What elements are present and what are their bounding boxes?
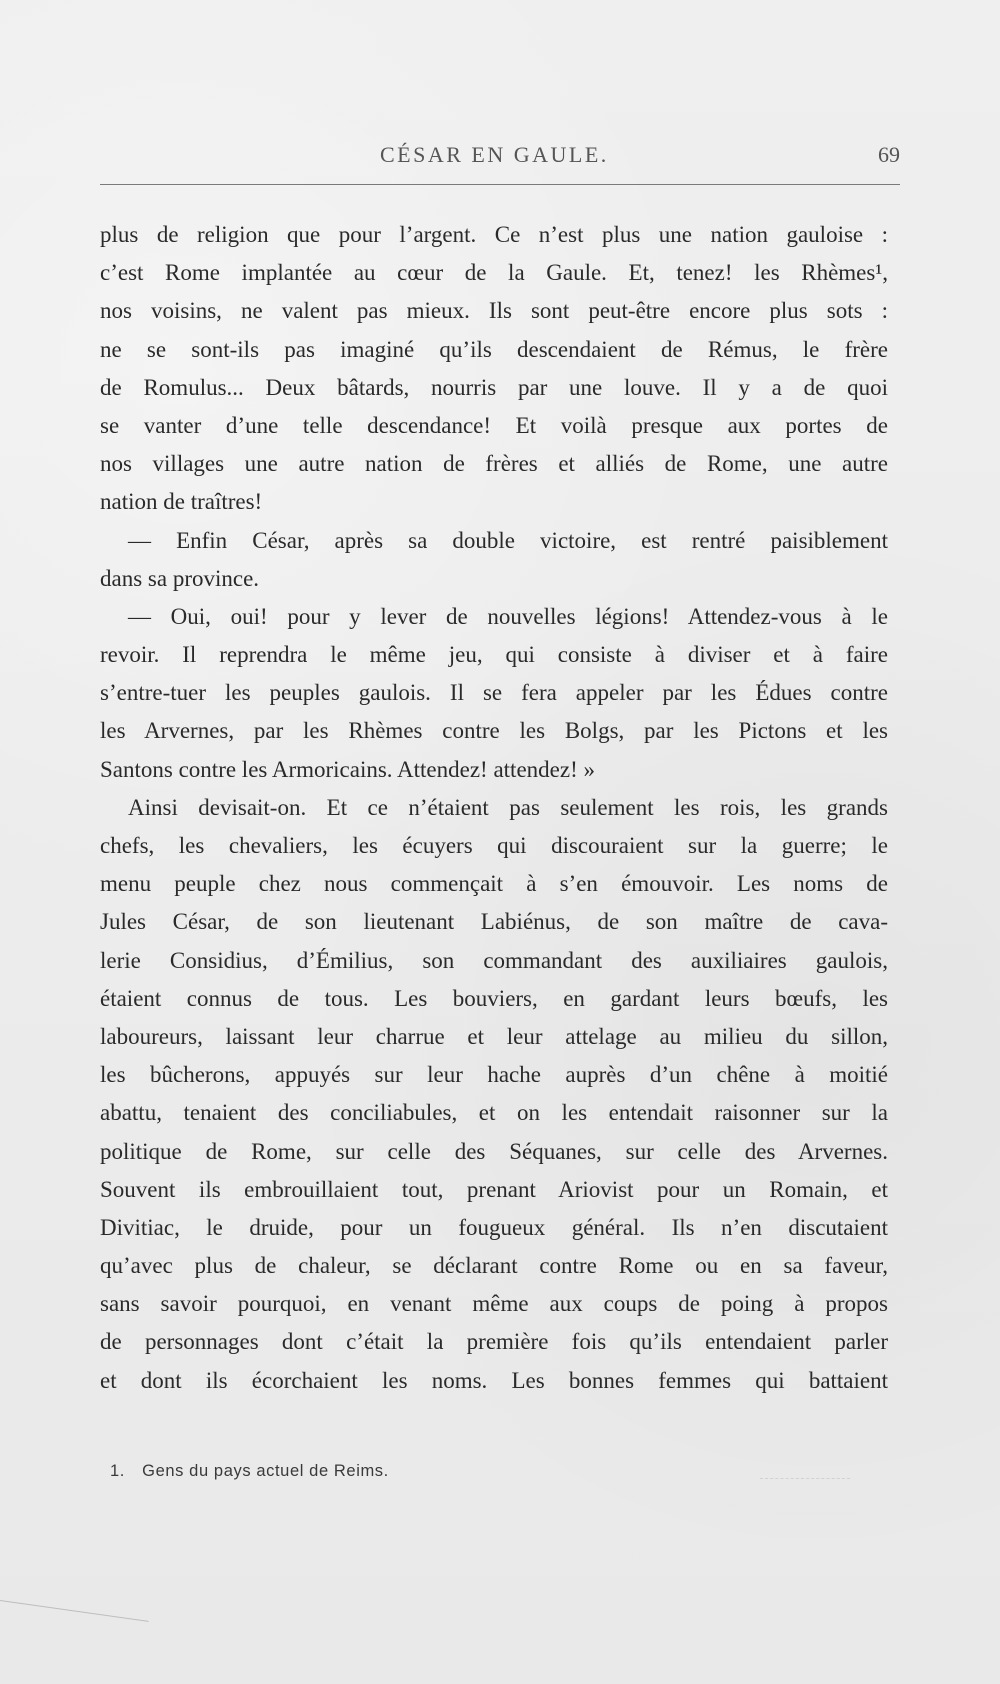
text-line: lerie Considius, d’Émilius, son commandant des auxiliaires gaulois, bbox=[100, 947, 888, 973]
text-line: de personnages dont c’était la première fois qu’ils entendaient parler bbox=[100, 1329, 888, 1355]
paper-mark bbox=[0, 1600, 149, 1623]
text-line: de Romulus... Deux bâtards, nourris par une louve. Il y a de quoi bbox=[100, 374, 888, 400]
text-line: menu peuple chez nous commençait à s’en émouvoir. Les noms de bbox=[100, 871, 888, 897]
text-line: qu’avec plus de chaleur, se déclarant contre Rome ou en sa faveur, bbox=[100, 1253, 888, 1279]
text-line: Ainsi devisait-on. Et ce n’étaient pas seulement les rois, les grands bbox=[128, 794, 888, 820]
text-line: c’est Rome implantée au cœur de la Gaule. Et, tenez! les Rhèmes¹, bbox=[100, 260, 888, 286]
text-line: plus de religion que pour l’argent. Ce n’est plus une nation gauloise : bbox=[100, 222, 888, 247]
paper-mark bbox=[760, 1478, 850, 1480]
running-head: CÉSAR EN GAULE. bbox=[380, 142, 609, 167]
text-line: Santons contre les Armoricains. Attendez! attendez! » bbox=[100, 756, 595, 782]
text-line: les Arvernes, par les Rhèmes contre les Bolgs, par les Pictons et les bbox=[100, 718, 888, 744]
text-line: étaient connus de tous. Les bouviers, en gardant leurs bœufs, les bbox=[100, 985, 888, 1011]
text-line: se vanter d’une telle descendance! Et voilà presque aux portes de bbox=[100, 412, 888, 438]
page-number: 69 bbox=[878, 142, 900, 167]
text-line: sans savoir pourquoi, en venant même aux coups de poing à propos bbox=[100, 1291, 888, 1317]
text-line: revoir. Il reprendra le même jeu, qui consiste à diviser et à faire bbox=[100, 642, 888, 668]
footnote-number: 1. bbox=[110, 1462, 125, 1480]
text-line: nos voisins, ne valent pas mieux. Ils sont peut-être encore plus sots : bbox=[100, 298, 888, 324]
text-line: nation de traîtres! bbox=[100, 489, 263, 515]
header-rule bbox=[100, 184, 900, 185]
text-line: s’entre-tuer les peuples gaulois. Il se fera appeler par les Édues contre bbox=[100, 680, 888, 706]
text-line: chefs, les chevaliers, les écuyers qui discouraient sur la guerre; le bbox=[100, 833, 888, 858]
page-header bbox=[100, 142, 900, 172]
text-line: nos villages une autre nation de frères et alliés de Rome, une autre bbox=[100, 451, 888, 477]
text-line: politique de Rome, sur celle des Séquanes, sur celle des Arvernes. bbox=[100, 1138, 888, 1164]
text-line: et dont ils écorchaient les noms. Les bonnes femmes qui battaient bbox=[100, 1367, 888, 1393]
text-line: Souvent ils embrouillaient tout, prenant Ariovist pour un Romain, et bbox=[100, 1176, 888, 1202]
text-line: abattu, tenaient des conciliabules, et on les entendait raisonner sur la bbox=[100, 1100, 888, 1126]
text-line: Jules César, de son lieutenant Labiénus, de son maître de cava- bbox=[100, 909, 888, 935]
footnote-text: Gens du pays actuel de Reims. bbox=[142, 1462, 389, 1480]
text-line: dans sa province. bbox=[100, 565, 260, 591]
text-line: laboureurs, laissant leur charrue et leur attelage au milieu du sillon, bbox=[100, 1023, 888, 1049]
text-line: Divitiac, le druide, pour un fougueux général. Ils n’en discutaient bbox=[100, 1214, 888, 1240]
footnote bbox=[110, 1462, 389, 1481]
text-line: les bûcherons, appuyés sur leur hache auprès d’un chêne à moitié bbox=[100, 1062, 888, 1088]
body-text bbox=[100, 216, 888, 1400]
text-line: — Enfin César, après sa double victoire, est rentré paisiblement bbox=[128, 527, 888, 553]
text-line: ne se sont-ils pas imaginé qu’ils descendaient de Rémus, le frère bbox=[100, 336, 888, 362]
text-line: — Oui, oui! pour y lever de nouvelles légions! Attendez-vous à le bbox=[128, 603, 888, 629]
